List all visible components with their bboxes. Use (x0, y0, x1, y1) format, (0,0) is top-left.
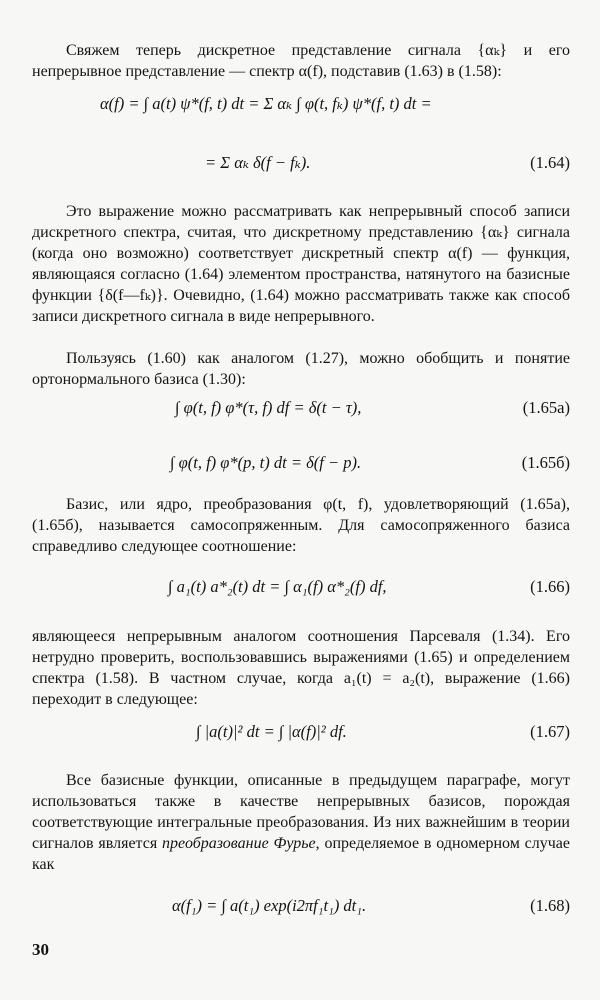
paragraph-6-end: , определяемое в одномерном случае как (32, 835, 570, 873)
equation-1-68 (0, 896, 600, 922)
equation-number: (1.67) (530, 722, 570, 741)
equation-text: ∫ a₁(t) a*₂(t) dt = ∫ α₁(f) α*₂(f) df, (168, 577, 387, 596)
equation-number: (1.65б) (521, 453, 570, 472)
equation-1-67 (0, 722, 600, 748)
equation-1-64 (0, 153, 600, 179)
paragraph-4: Базис, или ядро, преобразования φ(t, f), удовлетворяющий (1.65а), (1.65б), называется самосопряженным. Для самосопряженного базиса справедливо следующее соотношение: (32, 496, 570, 555)
equation-text: ∫ φ(t, f) φ*(τ, f) df = δ(t − τ), (175, 398, 362, 417)
paragraph-2: Это выражение можно рассматривать как непрерывный способ записи дискретного спектра, считая, что дискретному представлению {αₖ} сигнала (когда оно возможно) соответствует дискретный спектр α(f) — функция, являющаяся согласно (1.64) элементом пространства, натянутого на базисные функции {δ(f—fₖ)}. Очевидно, (1.64) можно рассматривать также как способ записи дискретного сигнала в виде непрерывного. (32, 203, 570, 325)
equation-text: α(f₁) = ∫ a(t₁) exp(i2πf₁t₁) dt₁. (172, 896, 367, 915)
equation-number: (1.64) (530, 153, 570, 172)
equation-text: ∫ |a(t)|² dt = ∫ |α(f)|² df. (196, 722, 347, 741)
paragraph-1: Свяжем теперь дискретное представление сигнала {αₖ} и его непрерывное представление — спектр α(f), подставив (1.63) в (1.58): (32, 42, 570, 80)
paragraph-5: являющееся непрерывным аналогом соотношения Парсеваля (1.34). Его нетрудно проверить, воспользовавшись выражениями (1.65) и определением спектра (1.58). В частном случае, когда a₁(t) = a₂(t), выражение (1.66) переходит в следующее: (32, 628, 570, 708)
paragraph-3: Пользуясь (1.60) как аналогом (1.27), можно обобщить и понятие ортонормального базиса (1.30): (32, 350, 570, 388)
page-number: 30 (32, 940, 49, 959)
equation-1-65b (0, 453, 600, 479)
equation-1-65a (0, 398, 600, 424)
equation-1-66 (0, 577, 600, 603)
equation-unnumbered (0, 94, 600, 120)
paragraph-6-italic: преобразование Фурье (162, 835, 316, 852)
paragraph-6-start: Все базисные функции, описанные в предыдущем параграфе, могут использоваться также в качестве непрерывных базисов, порождая соответствующие интегральные преобразования. Из них важнейшим в теории сигналов является (32, 772, 570, 852)
equation-number: (1.68) (530, 896, 570, 915)
equation-text: α(f) = ∫ a(t) ψ*(f, t) dt = Σ αₖ ∫ φ(t, fₖ) ψ*(f, t) dt = (100, 94, 432, 113)
equation-number: (1.66) (530, 577, 570, 596)
equation-text: ∫ φ(t, f) φ*(p, t) dt = δ(f − p). (170, 453, 362, 472)
equation-number: (1.65а) (522, 398, 570, 417)
equation-text: = Σ αₖ δ(f − fₖ). (205, 153, 311, 172)
paragraph-6 (32, 770, 570, 875)
